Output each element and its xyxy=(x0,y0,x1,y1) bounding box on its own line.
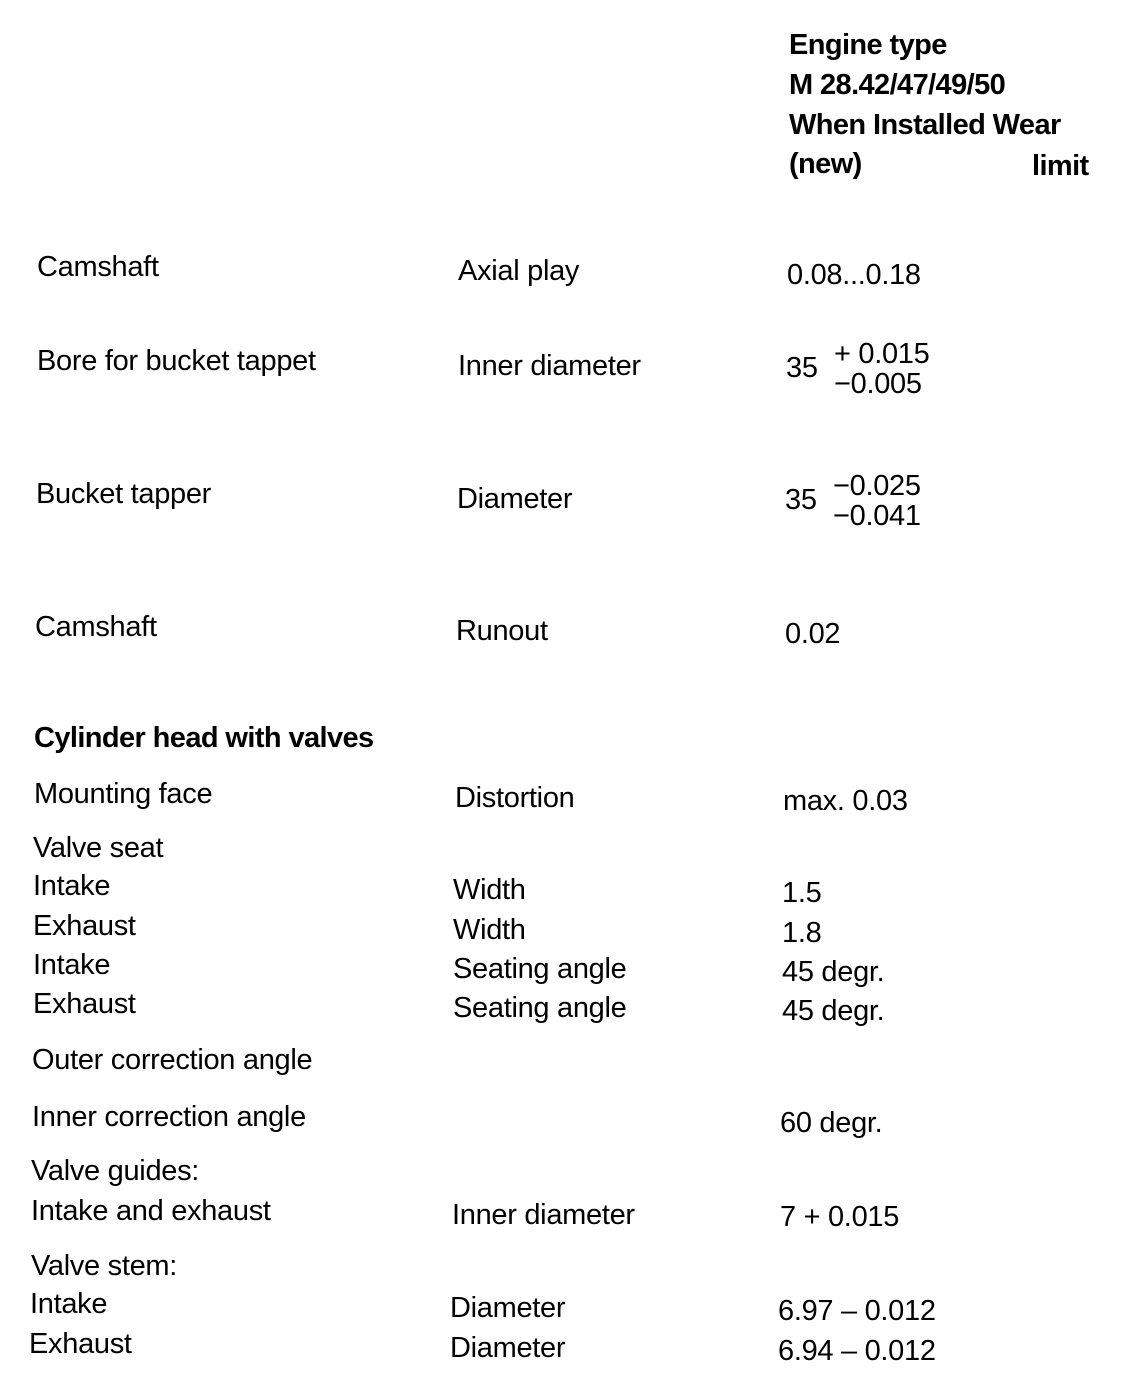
row-part: Bore for bucket tappet xyxy=(37,345,316,377)
row-spec: Inner diameter xyxy=(452,1199,635,1231)
row-value: 60 degr. xyxy=(780,1107,883,1139)
row-spec: Axial play xyxy=(458,255,580,287)
row-spec: Inner diameter xyxy=(458,350,641,382)
valve-stem-label: Valve stem: xyxy=(31,1250,178,1282)
row-spec: Width xyxy=(453,914,526,946)
header-limit: limit xyxy=(1032,150,1089,182)
row-part: Camshaft xyxy=(37,251,159,283)
row-part: Bucket tapper xyxy=(36,478,212,510)
row-value: 45 degr. xyxy=(782,956,885,988)
row-part: Intake xyxy=(33,949,111,981)
row-part: Inner correction angle xyxy=(32,1101,306,1133)
row-spec: Width xyxy=(453,874,526,906)
header-engine-type: Engine type xyxy=(789,29,947,61)
row-part: Exhaust xyxy=(33,988,136,1020)
header-engine-models: M 28.42/47/49/50 xyxy=(789,69,1006,101)
row-part: Intake and exhaust xyxy=(31,1195,271,1227)
tolerance-value xyxy=(785,472,955,534)
tolerance-upper: + 0.015 xyxy=(834,338,930,370)
row-value: 7 + 0.015 xyxy=(780,1201,900,1233)
row-spec: Diameter xyxy=(457,483,573,515)
tolerance-base: 35 xyxy=(785,484,817,516)
tolerance-lower: −0.041 xyxy=(833,500,921,532)
row-value: 0.02 xyxy=(785,618,841,650)
row-spec: Diameter xyxy=(450,1292,566,1324)
row-part: Intake xyxy=(33,870,111,902)
valve-guides-label: Valve guides: xyxy=(31,1155,200,1187)
section-title: Cylinder head with valves xyxy=(34,722,374,754)
row-part: Exhaust xyxy=(33,910,136,942)
row-value: 1.5 xyxy=(782,877,822,909)
row-spec: Seating angle xyxy=(453,992,627,1024)
header-new: (new) xyxy=(789,148,862,180)
row-value: 45 degr. xyxy=(782,995,885,1027)
tolerance-base: 35 xyxy=(786,352,818,384)
outer-correction-angle: Outer correction angle xyxy=(32,1044,313,1076)
tolerance-lower: −0.005 xyxy=(834,368,922,400)
row-spec: Distortion xyxy=(455,782,575,814)
row-value: 1.8 xyxy=(782,917,822,949)
row-spec: Diameter xyxy=(450,1332,566,1364)
row-part: Camshaft xyxy=(35,611,157,643)
row-value: 6.94 – 0.012 xyxy=(778,1335,936,1367)
row-spec: Runout xyxy=(456,615,548,647)
row-value: 0.08...0.18 xyxy=(787,259,921,291)
tolerance-value xyxy=(786,340,956,402)
row-value: max. 0.03 xyxy=(783,785,908,817)
tolerance-upper: −0.025 xyxy=(833,470,921,502)
row-spec: Seating angle xyxy=(453,953,627,985)
row-value: 6.97 – 0.012 xyxy=(778,1295,936,1327)
row-part: Exhaust xyxy=(29,1328,132,1360)
valve-seat-label: Valve seat xyxy=(33,832,164,864)
row-part: Mounting face xyxy=(34,778,213,810)
row-part: Intake xyxy=(30,1288,108,1320)
header-installed-wear: When Installed Wear xyxy=(789,109,1061,141)
